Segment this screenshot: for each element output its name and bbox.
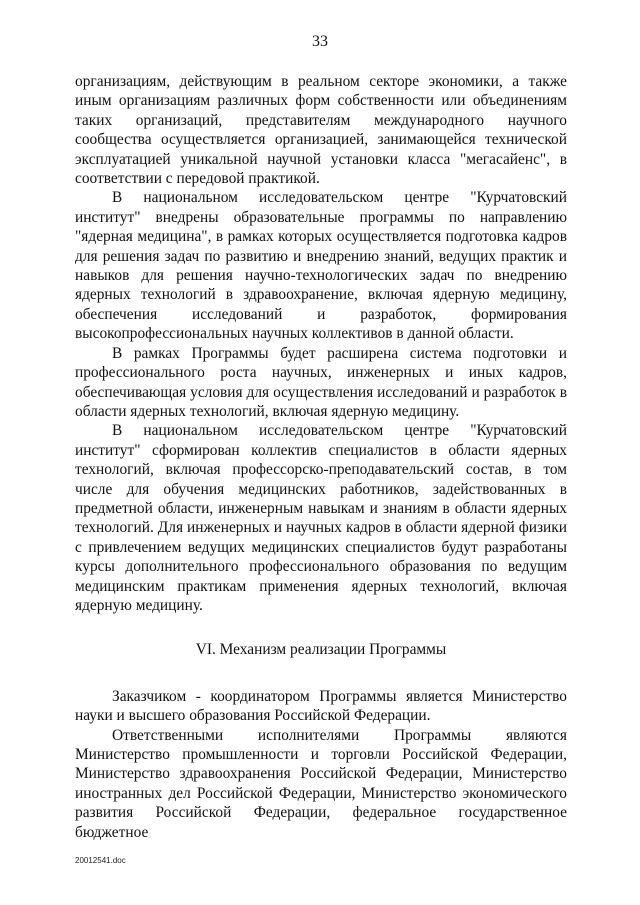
page-number: 33 [312,33,328,50]
document-id: 20012541.doc [75,856,126,865]
paragraph-customer: Заказчиком - координатором Программы является Министерство науки и высшего образования Российской Федерации. [75,687,567,725]
paragraph-kurchatov-education: В национальном исследовательском центре "Курчатовский институт" внедрены образовательные программы по направлению "ядерная медицина", в рамках которых осуществляется подготовка кадров для решения задач по развитию и внедрению знаний, ведущих практик и навыков для решения научно-технологических задач по внедрению ядерных технологий в здравоохранение, включая ядерную медицину, обеспечения исследований и разработок, формирования высокопрофессиональных научных коллективов в данной области. [75,189,567,343]
paragraph-continuation: организациям, действующим в реальном секторе экономики, а также иным организациям различных форм собственности или объединениям таких организаций, представителям международного научного сообщества осуществляется организацией, занимающейся технической эксплуатацией уникальной научной установки класса "мегасайенс", в соответствии с передовой практикой. [75,73,567,188]
body-text [75,72,567,842]
paragraph-program-training: В рамках Программы будет расширена система подготовки и профессионального роста научных, инженерных и иных кадров, обеспечивающая условия для осуществления исследований и разработок в области ядерных технологий, включая ядерную медицину. [75,344,567,420]
section-heading: VI. Механизм реализации Программы [195,641,447,659]
paragraph-executors: Ответственными исполнителями Программы являются Министерство промышленности и торговли Российской Федерации, Министерство здравоохранения Российской Федерации, Министерство иностранных дел Российской Федерации, Министерство экономического развития Российской Федерации, федеральное государственное бюджетное [75,726,567,841]
paragraph-kurchatov-team: В национальном исследовательском центре "Курчатовский институт" сформирован коллектив специалистов в области ядерных технологий, включая профессорско-преподавательский состав, в том числе для обучения медицинских работников, задействованных в предметной области, инженерным навыкам и знаниям в области ядерных технологий. Для инженерных и научных кадров в области ядерной физики с привлечением ведущих медицинских специалистов будут разработаны курсы дополнительного профессионального образования по ведущим медицинским практикам применения ядерных технологий, включая ядерную медицину. [75,422,567,614]
